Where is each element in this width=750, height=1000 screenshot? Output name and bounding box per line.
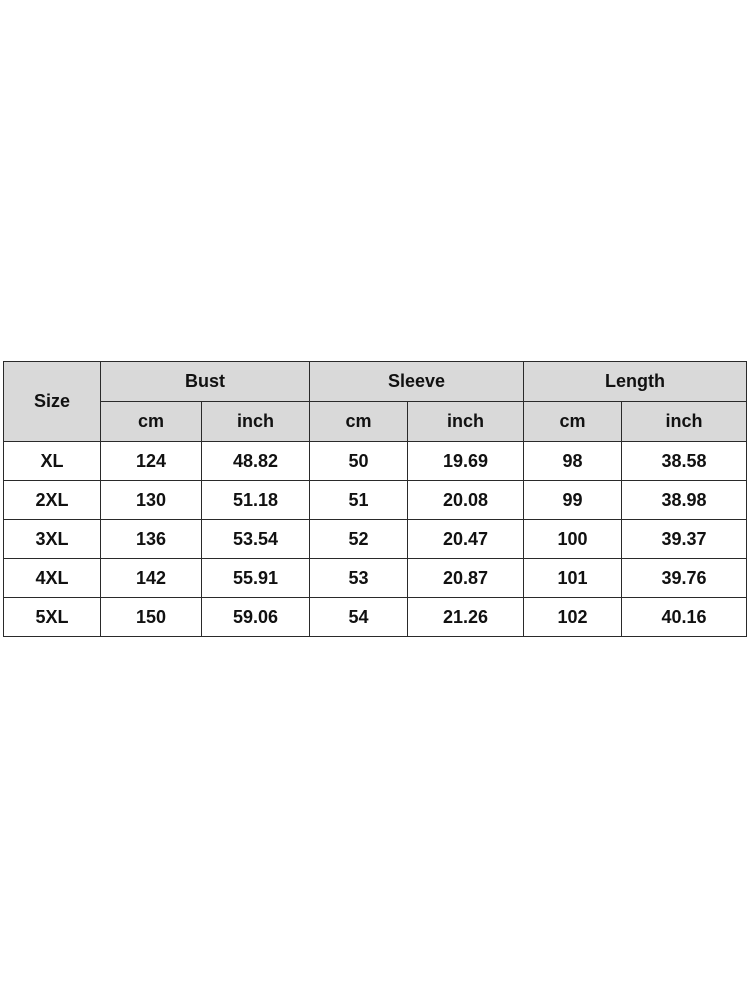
length-inch-cell: 40.16 bbox=[622, 598, 747, 637]
bust-cm-cell: 136 bbox=[101, 520, 202, 559]
length-cm-cell: 98 bbox=[524, 442, 622, 481]
length-inch-cell: 38.98 bbox=[622, 481, 747, 520]
sleeve-cm-cell: 54 bbox=[310, 598, 408, 637]
unit-header: cm bbox=[101, 402, 202, 442]
table-row bbox=[4, 559, 747, 598]
unit-header: inch bbox=[622, 402, 747, 442]
bust-inch-cell: 53.54 bbox=[202, 520, 310, 559]
unit-header: inch bbox=[408, 402, 524, 442]
table-row bbox=[4, 481, 747, 520]
bust-inch-cell: 51.18 bbox=[202, 481, 310, 520]
sleeve-cm-cell: 50 bbox=[310, 442, 408, 481]
sleeve-inch-cell: 20.08 bbox=[408, 481, 524, 520]
bust-cm-cell: 124 bbox=[101, 442, 202, 481]
length-cm-cell: 100 bbox=[524, 520, 622, 559]
bust-cm-cell: 142 bbox=[101, 559, 202, 598]
length-cm-cell: 102 bbox=[524, 598, 622, 637]
sleeve-inch-cell: 21.26 bbox=[408, 598, 524, 637]
size-cell: 3XL bbox=[4, 520, 101, 559]
size-column-header: Size bbox=[4, 362, 101, 442]
sleeve-cm-cell: 52 bbox=[310, 520, 408, 559]
size-cell: 2XL bbox=[4, 481, 101, 520]
sleeve-inch-cell: 20.87 bbox=[408, 559, 524, 598]
table-row bbox=[4, 598, 747, 637]
length-inch-cell: 38.58 bbox=[622, 442, 747, 481]
table-row bbox=[4, 520, 747, 559]
bust-cm-cell: 130 bbox=[101, 481, 202, 520]
length-inch-cell: 39.37 bbox=[622, 520, 747, 559]
size-chart-table bbox=[3, 361, 747, 637]
length-cm-cell: 101 bbox=[524, 559, 622, 598]
size-cell: 5XL bbox=[4, 598, 101, 637]
length-group-header: Length bbox=[524, 362, 747, 402]
header-unit-row bbox=[4, 402, 747, 442]
size-cell: XL bbox=[4, 442, 101, 481]
length-inch-cell: 39.76 bbox=[622, 559, 747, 598]
bust-inch-cell: 55.91 bbox=[202, 559, 310, 598]
unit-header: cm bbox=[310, 402, 408, 442]
sleeve-cm-cell: 51 bbox=[310, 481, 408, 520]
sleeve-inch-cell: 19.69 bbox=[408, 442, 524, 481]
sleeve-cm-cell: 53 bbox=[310, 559, 408, 598]
table-row bbox=[4, 442, 747, 481]
bust-group-header: Bust bbox=[101, 362, 310, 402]
length-cm-cell: 99 bbox=[524, 481, 622, 520]
sleeve-inch-cell: 20.47 bbox=[408, 520, 524, 559]
size-cell: 4XL bbox=[4, 559, 101, 598]
unit-header: cm bbox=[524, 402, 622, 442]
header-group-row bbox=[4, 362, 747, 402]
sleeve-group-header: Sleeve bbox=[310, 362, 524, 402]
bust-cm-cell: 150 bbox=[101, 598, 202, 637]
bust-inch-cell: 48.82 bbox=[202, 442, 310, 481]
unit-header: inch bbox=[202, 402, 310, 442]
bust-inch-cell: 59.06 bbox=[202, 598, 310, 637]
